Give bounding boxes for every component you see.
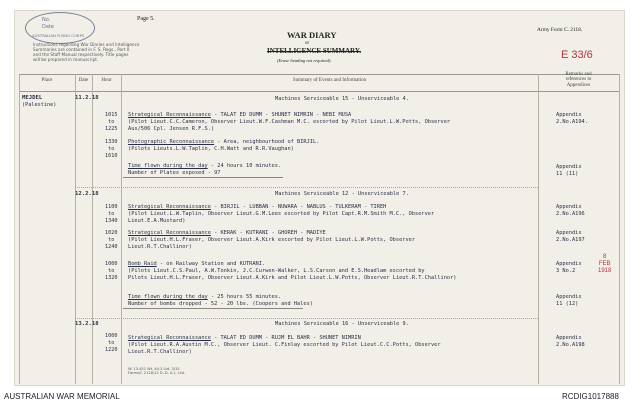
- entry-heading: Strategical Reconnaissance: [128, 204, 211, 210]
- stamp-text: FEB: [598, 261, 611, 267]
- col-border: [121, 74, 122, 384]
- time-line: 1610: [105, 153, 118, 160]
- time-line: 1220: [105, 347, 118, 354]
- time-line: 1340: [105, 218, 118, 225]
- appendix-line: Appendix: [556, 261, 582, 267]
- appendix-line: 2.No.A197: [556, 237, 585, 244]
- entry-detail: (Pilot Lieut.C.C.Cameron, Observer Lieut.W.F.Cashman M.C. escorted by Pilot Lieut.L.W.Potts, Observer: [128, 119, 451, 126]
- col-summary: Summary of Events and Information: [292, 78, 367, 83]
- entry: [128, 139, 319, 153]
- time-line: to: [108, 237, 115, 244]
- entry-detail: Lieut.R.T.Challinor): [128, 244, 192, 251]
- entry: [128, 163, 281, 177]
- entry-detail: Lieut.E.A.Mustard): [128, 218, 186, 225]
- stamp-date: Date: [42, 24, 54, 30]
- instruction-line: Instructions regarding War Diaries and Intelligence: [33, 42, 140, 47]
- appendix-ref: [556, 230, 585, 244]
- entry: [128, 112, 450, 134]
- totals-rule: [123, 308, 303, 309]
- entry: [128, 261, 456, 283]
- instructions: [33, 42, 139, 62]
- entry-time: [105, 333, 118, 355]
- entry-route: - BIRJIL - LUBBAN - NUWARA - NABLUS - TULKERAM - TIREH: [210, 204, 387, 210]
- diary-page: [14, 10, 625, 386]
- stamp-unit: AUSTRALIAN FLYING CORPS: [32, 33, 85, 38]
- imprint-line: W. 13.451 Wt. 44.3 Ltd. 3/15: [128, 367, 180, 371]
- entry-route: - 25 hours 55 minutes.: [207, 294, 282, 300]
- entry-route: - TALAT ED DUMM - SHUNET NIMRIN - NEBI MUSA: [210, 112, 352, 118]
- time-line: to: [108, 268, 115, 275]
- entry-heading: Strategical Reconnaissance: [128, 230, 211, 236]
- entry: [128, 230, 415, 252]
- entry-detail: Pilots Lieut.H.L.Fraser, Observer Lieut.A.Kirk and Pilot Lieut.L.W.Potts, Observer Lieut.R.T.Challinor): [128, 275, 457, 282]
- archive-footer: [0, 387, 639, 409]
- heading-note: (Erase heading not required).: [277, 58, 332, 63]
- remarks-line: Appendices: [566, 82, 591, 88]
- footer-identifier: RCDIG1017888: [562, 392, 619, 401]
- entry-time: [105, 139, 118, 161]
- time-line: 1020: [105, 230, 118, 236]
- entry-heading: Time flown during the day: [128, 294, 208, 300]
- entry-heading: Photographic Reconnaissance: [128, 139, 215, 145]
- army-form: Army Form C. 2118.: [537, 27, 583, 33]
- day-date: 13.2.18: [75, 321, 99, 327]
- col-border: [538, 74, 539, 384]
- entry-detail: (Pilot Lieut.L.W.Taplin, Observer Lieut.G.M.Lees escorted by Pilot Capt.R.M.Smith M.C., Observer: [128, 211, 435, 218]
- received-stamp: [598, 254, 611, 275]
- entry-detail: (Pilot Lieut.R.A.Austin M.C., Observer Lieut. C.Finlay escorted by Pilot Lieut.C.C.Potts, Observer: [128, 342, 441, 349]
- serviceable-summary: Machines Serviceable 12 - Unserviceable 7.: [275, 191, 409, 197]
- col-border: [19, 74, 20, 384]
- col-border: [92, 74, 93, 384]
- time-line: to: [108, 119, 115, 126]
- time-line: 1100: [105, 204, 118, 210]
- time-line: to: [108, 146, 115, 153]
- title-or: or: [305, 41, 310, 46]
- appendix-line: 2.No.A198: [556, 342, 585, 349]
- instruction-line: and the Staff Manual respectively. Title pages: [33, 52, 129, 57]
- day-date: 12.2.18: [75, 191, 99, 197]
- stamp-text: 8: [603, 254, 607, 260]
- appendix-line: Appendix: [556, 230, 582, 236]
- afc-stamp: [25, 12, 95, 44]
- appendix-ref: [556, 335, 585, 349]
- entry-time: [105, 112, 118, 134]
- instruction-line: Summaries are contained in F. S. Regs., Part II.: [33, 47, 131, 52]
- printer-imprint: [128, 367, 185, 376]
- time-line: 1240: [105, 244, 118, 251]
- place-name: MEJDEL: [22, 95, 43, 101]
- appendix-line: Appendix: [556, 112, 582, 118]
- appendix-line: 2.No.A194.: [556, 119, 588, 126]
- entry: [128, 204, 434, 226]
- entry-detail: Number of bombs dropped - 52 - 20 lbs. (Coopers and Hales): [128, 301, 313, 308]
- time-line: to: [108, 340, 115, 347]
- entry-route: - on Railway Station and KUTRANI.: [156, 261, 266, 267]
- remarks-line: Remarks and: [565, 72, 592, 77]
- entry-detail: (Pilot Lieut.H.L.Fraser, Observer Lieut.A.Kirk escorted by Pilot Lieut.L.W.Potts, Observer: [128, 237, 416, 244]
- entry-route: - Area, neighbourhood of BIRJIL.: [214, 139, 320, 145]
- entry-route: - KERAK - KUTRANI - GHOREH - MADIYE: [210, 230, 326, 236]
- appendix-line: 11 (11): [556, 171, 579, 178]
- place-region: (Palestine): [22, 102, 57, 108]
- day-date: 11.2.18: [75, 95, 99, 101]
- col-place: Place: [41, 78, 53, 83]
- entry: [128, 335, 441, 357]
- serviceable-summary: Machines Serviceable 16 - Unserviceable 9.: [275, 321, 409, 327]
- appendix-ref: [556, 261, 582, 275]
- remarks-line: references to: [565, 77, 592, 83]
- serviceable-summary: Machines Serviceable 15 - Unserviceable 4.: [275, 96, 409, 102]
- appendix-line: 3 No.2: [556, 268, 576, 275]
- appendix-line: Appendix: [556, 294, 582, 300]
- entry-heading: Bomb Raid: [128, 261, 157, 267]
- appendix-ref: [556, 294, 582, 308]
- appendix-ref: [556, 164, 582, 178]
- col-remarks: [538, 72, 619, 88]
- entry-detail: Aus/506 Cpl. Jensen R.F.S.): [128, 126, 215, 133]
- imprint-line: Forms/C 2118/12 D. D. & L. Ltd.: [128, 371, 186, 376]
- page-number: Page 5.: [137, 16, 155, 22]
- entry: [128, 294, 313, 308]
- appendix-line: 11 (12): [556, 301, 579, 308]
- time-line: to: [108, 211, 115, 218]
- instruction-line: will be prepared in manuscript.: [33, 57, 99, 62]
- entry-time: [105, 261, 118, 283]
- totals-rule: [123, 177, 283, 178]
- time-line: 1225: [105, 126, 118, 133]
- entry-detail: Number of Plates exposed - 97: [128, 170, 221, 177]
- col-border: [75, 74, 76, 384]
- appendix-ref: [556, 204, 585, 218]
- appendix-line: Appendix: [556, 335, 582, 341]
- time-line: 1320: [105, 275, 118, 282]
- col-date: Date: [78, 78, 89, 83]
- time-line: 1000: [105, 261, 118, 267]
- table-top-rule: [19, 74, 619, 75]
- col-hour: Hour: [101, 78, 112, 83]
- entry-time: [105, 204, 118, 226]
- time-line: 1000: [105, 333, 118, 339]
- appendix-line: 2.No.A196: [556, 211, 585, 218]
- entry-heading: Strategical Reconnaissance: [128, 112, 211, 118]
- entry-heading: Time flown during the day: [128, 163, 208, 169]
- header-rule: [19, 91, 619, 92]
- appendix-line: Appendix: [556, 164, 582, 170]
- time-line: 1330: [105, 139, 118, 145]
- entry-heading: Strategical Reconnaissance: [128, 335, 211, 341]
- entry-route: - TALAT ED DUMM - RUJM EL BAHR - SHUNET NIMRIN: [210, 335, 361, 341]
- footer-institution: AUSTRALIAN WAR MEMORIAL: [4, 392, 120, 401]
- entry-detail: Lieut.R.T.Challinor): [128, 349, 192, 356]
- entry-detail: (Pilots Lieut.C.S.Paul, A.W.Tonkin, J.C.Curwen-Walker, L.S.Carson and E.S.Headlam escorted by: [128, 268, 425, 275]
- appendix-ref: [556, 112, 588, 126]
- struck-heading: INTELLIGENCE SUMMARY.: [267, 47, 362, 55]
- stamp-no: No.: [42, 17, 51, 23]
- appendix-line: Appendix: [556, 204, 582, 210]
- archive-annotation: E 33/6: [561, 49, 593, 61]
- day-separator: [75, 187, 538, 188]
- diary-title: WAR DIARY: [287, 30, 337, 40]
- time-line: 1015: [105, 112, 118, 118]
- stamp-text: 1918: [598, 268, 612, 274]
- col-border: [619, 74, 620, 384]
- day-separator: [75, 318, 538, 319]
- entry-route: - 24 hours 10 minutes.: [207, 163, 282, 169]
- entry-time: [105, 230, 118, 252]
- entry-detail: (Pilots Lieuts.L.W.Taplin, C.H.Watt and R.R.Vaughan): [128, 146, 294, 153]
